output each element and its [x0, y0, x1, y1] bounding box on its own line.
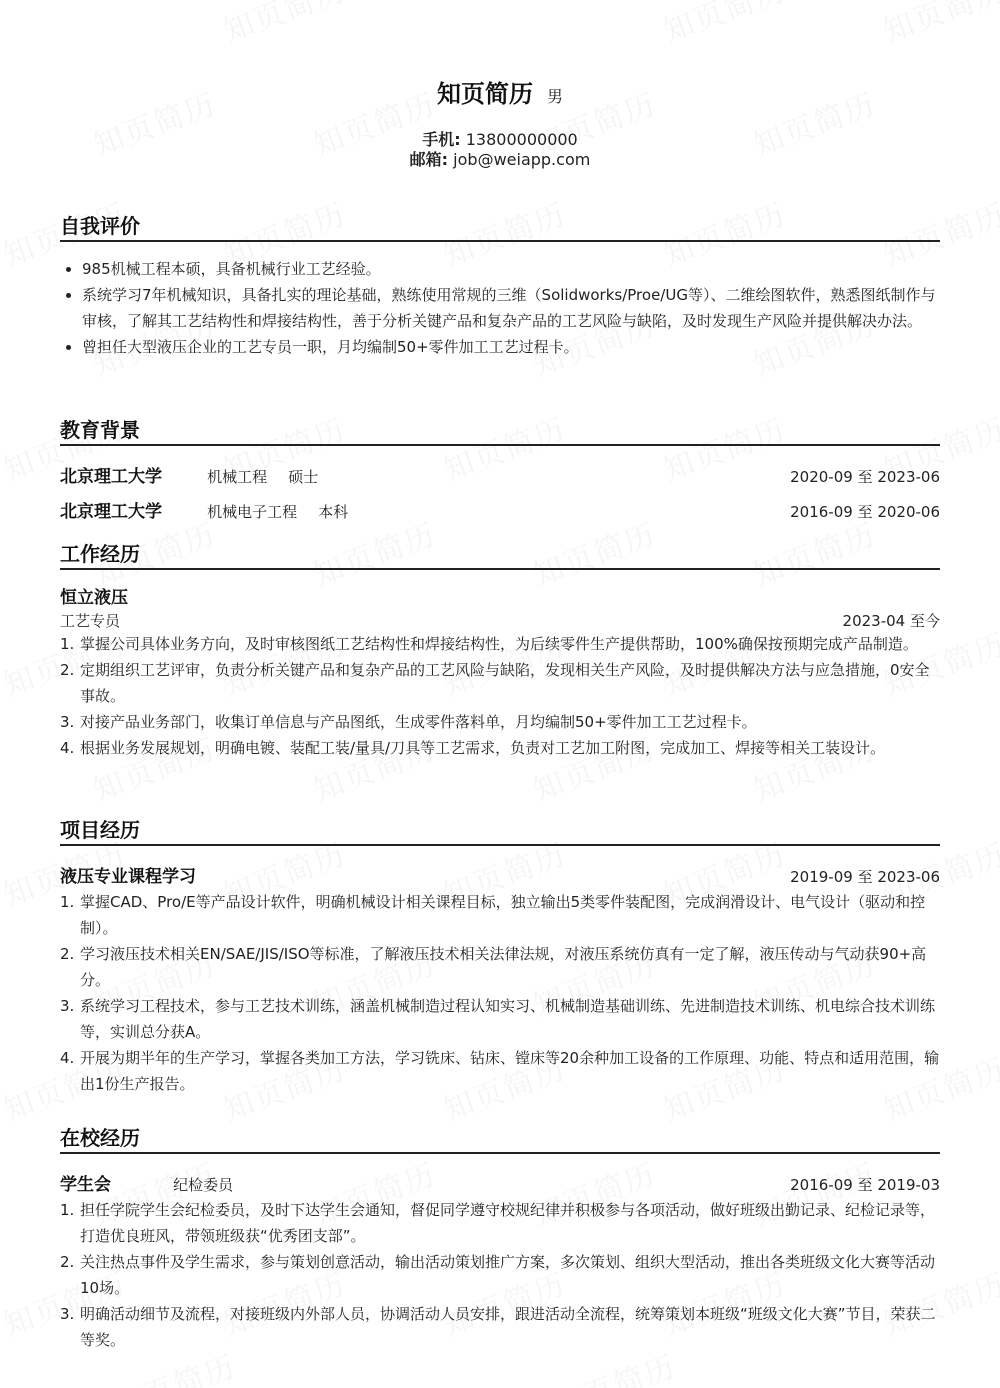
list-item: 学习液压技术相关EN/SAE/JIS/ISO等标准，了解液压技术相关法律法规，对液压系统仿真有一定了解，液压传动与气动获90+高分。 [80, 945, 927, 989]
education-row [60, 462, 940, 487]
list-item: 系统学习工程技术，参与工艺技术训练，涵盖机械制造过程认知实习、机械制造基础训练、先进制造技术训练、机电综合技术训练等，实训总分获A。 [80, 997, 936, 1041]
list-item: 关注热点事件及学生需求，参与策划创意活动，输出活动策划推广方案，多次策划、组织大型活动，推出各类班级文化大赛等活动10场。 [80, 1253, 936, 1297]
school-name: 北京理工大学 [60, 467, 162, 487]
school-name: 北京理工大学 [60, 502, 162, 522]
campus-main [60, 1170, 233, 1195]
phone-label: 手机: [422, 130, 461, 149]
list-item: 明确活动细节及流程，对接班级内外部人员，协调活动人员安排，跟进活动全流程，统筹策划本班级“班级文化大赛”节目，荣获二等奖。 [80, 1305, 936, 1349]
candidate-gender: 男 [546, 87, 563, 106]
phone-value: 13800000000 [465, 130, 578, 149]
section-title: 工作经历 [60, 540, 940, 570]
campus-date: 2016-09 至 2019-03 [790, 1176, 940, 1194]
email-label: 邮箱: [409, 150, 449, 169]
list-item: 根据业务发展规划，明确电镀、装配工装/量具/刀具等工艺需求，负责对工艺加工附图，完成加工、焊接等相关工装设计。 [80, 739, 886, 757]
company-name: 恒立液压 [60, 588, 128, 608]
email-line [0, 150, 1000, 170]
work-section [60, 540, 940, 761]
list-item: 曾担任大型液压企业的工艺专员一职，月均编制50+零件加工工艺过程卡。 [82, 334, 940, 360]
resume-header [0, 76, 1000, 170]
education-date: 2016-09 至 2020-06 [790, 503, 940, 521]
major: 机械电子工程 [207, 503, 298, 521]
list-item: 担任学院学生会纪检委员，及时下达学生会通知，督促同学遵守校规纪律并积极参与各项活动，做好班级出勤记录、纪检记录等，打造优良班风，带领班级获“优秀团支部”。 [80, 1201, 936, 1245]
list-item: 系统学习7年机械知识，具备扎实的理论基础，熟练使用常规的三维（Solidworks/Proe/UG等）、二维绘图软件，熟悉图纸制作与审核，了解其工艺结构性和焊接结构性，善于分析关键产品和复杂产品的工艺风险与缺陷，及时发现生产风险并提供解决办法。 [82, 282, 940, 334]
project-date: 2019-09 至 2023-06 [790, 868, 940, 886]
list-item: 掌握公司具体业务方向，及时审核图纸工艺结构性和焊接结构性，为后续零件生产提供帮助，100%确保按预期完成产品制造。 [80, 635, 918, 653]
section-title: 自我评价 [60, 212, 940, 242]
list-item: 掌握CAD、Pro/E等产品设计软件，明确机械设计相关课程目标，独立输出5类零件装配图，完成润滑设计、电气设计（驱动和控制）。 [80, 893, 926, 937]
list-item: 985机械工程本硕，具备机械行业工艺经验。 [82, 256, 940, 282]
list-item: 开展为期半年的生产学习，掌握各类加工方法，学习铣床、钻床、镗床等20余种加工设备的工作原理、功能、特点和适用范围，输出1份生产报告。 [80, 1049, 940, 1093]
job-title: 工艺专员 [60, 612, 121, 630]
project-row [60, 862, 940, 887]
education-section [60, 416, 940, 522]
campus-section [60, 1124, 940, 1353]
project-list [60, 889, 940, 1097]
work-role-row [60, 610, 940, 631]
phone-line [0, 130, 1000, 150]
education-main [60, 497, 348, 522]
section-title: 教育背景 [60, 416, 940, 446]
work-date: 2023-04 至今 [842, 612, 940, 630]
degree: 本科 [318, 503, 349, 521]
section-title: 项目经历 [60, 816, 940, 846]
major: 机械工程 [207, 468, 268, 486]
campus-list [60, 1197, 940, 1353]
project-name: 液压专业课程学习 [60, 867, 196, 887]
campus-role: 纪检委员 [173, 1176, 234, 1194]
campus-org: 学生会 [60, 1175, 111, 1195]
self-eval-section [60, 212, 940, 360]
self-eval-list [60, 256, 940, 360]
degree: 硕士 [288, 468, 319, 486]
section-title: 在校经历 [60, 1124, 940, 1154]
education-main [60, 462, 318, 487]
email-value: job@weiapp.com [453, 150, 591, 169]
candidate-name: 知页简历 [436, 80, 533, 108]
work-list [60, 631, 940, 761]
list-item: 对接产品业务部门，收集订单信息与产品图纸，生成零件落料单，月均编制50+零件加工工艺过程卡。 [80, 713, 757, 731]
project-section [60, 816, 940, 1097]
campus-row [60, 1170, 940, 1195]
education-row [60, 497, 940, 522]
education-date: 2020-09 至 2023-06 [790, 468, 940, 486]
list-item: 定期组织工艺评审，负责分析关键产品和复杂产品的工艺风险与缺陷，发现相关生产风险，及时提供解决方法与应急措施，0安全事故。 [80, 661, 930, 705]
name-line [0, 76, 1000, 112]
